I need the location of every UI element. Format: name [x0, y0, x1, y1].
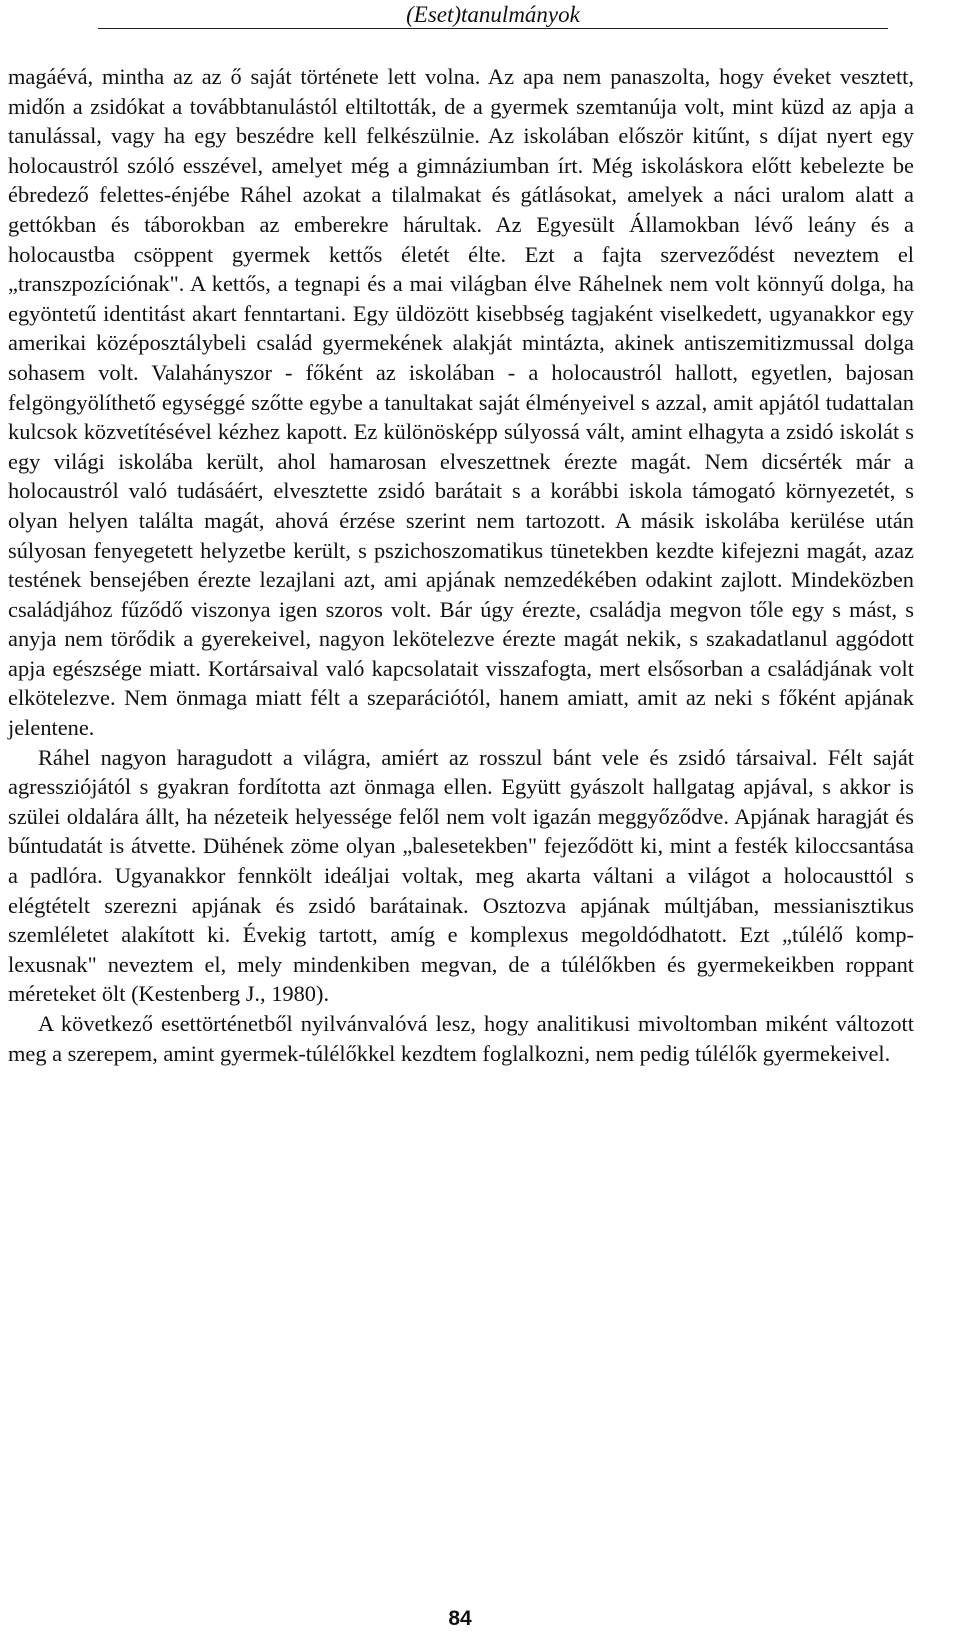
paragraph-rahel-anger: Ráhel nagyon haragudott a világra, amiért az rosszul bánt vele és zsidó társaival. Félt saját agressziójától s gyakran fordította azt önmaga ellen. Együtt gyászolt hallgatag apjával, s akkor is szülei oldalára állt, ha nézeteik helyessége felől nem volt igazán meggyőződve. Apjának haragját és bűntudatát is átvette. Dühének zöme olyan „balesetekben" fejeződött ki, mint a festék kiloccsantása a padlóra. Ugyanakkor fennkölt ideáljai voltak, meg akarta váltani a világot a holocausttól s elégtételt szerezni apjának és zsidó barátainak. Osztozva apjának múltjában, messianisztikus szemléletet alakított ki. Évekig tartott, amíg e komplexus megoldódhatott. Ezt „túlélő komplexusnak" neveztem el, mely mindenkiben megvan, de a túlélőkben és gyermekeikben roppant méreteket ölt (Kestenberg J., 1980). — [8, 744, 914, 1007]
running-header-title: (Eset)tanulmányok — [406, 2, 580, 27]
running-header — [98, 0, 888, 29]
body-text — [8, 62, 914, 1068]
paragraph-next-case: A következő esettörténetből nyilvánvalóvá lesz, hogy analitikusi mivoltomban miként változott meg a szerepem, amint gyermek-túlélőkkel kezdtem foglalkozni, nem pedig túlélők gyermekeivel. — [8, 1011, 914, 1066]
paragraph-continued: magáévá, mintha az az ő saját története lett volna. Az apa nem panaszolta, hogy éveket vesztett, midőn a zsidókat a továbbtanulástól eltiltották, de a gyermek szemtanúja volt, mint küzd az apja a tanulással, vagy ha egy beszédre kell felkészülnie. Az iskolában először kitűnt, s díjat nyert egy holocaustról szóló esszével, amelyet még a gimnáziumban írt. Még iskoláskora előtt kebelezte be ébredező felettes-énjébe Ráhel azokat a tilalmakat és gátlásokat, amelyek a náci uralom alatt a gettókban és táborokban az emberekre hárultak. Az Egyesült Államokban lévő leány és a holocaustba csöppent gyermek kettős életét élte. Ezt a fajta szerveződést neveztem el „transzpozíciónak". A kettős, a tegnapi és a mai világban élve Ráhelnek nem volt könnyű dolga, ha egyöntetű identitást akart fenntartani. Egy üldözött kisebbség tagjaként viselkedett, ugyanakkor egy amerikai középosztálybeli család gyermekének alakját mintázta, akinek antiszemitizmussal dolga sohasem volt. Valahányszor - főként az iskolában - a holocaustról hallott, egyetlen, bajosan felgöngyölíthető egységgé szőtte egybe a tanultakat saját élményeivel s azzal, amit apjától tudattalan kulcsok közvetítésével kézhez kapott. Ez különösképp súlyossá vált, amint elhagyta a zsidó iskolát s egy világi iskolába került, ahol hamarosan elveszettnek érezte magát. Nem dicsérték már a holocaustról való tudásáért, elvesztette zsidó barátait s a korábbi iskola támogató környezetét, s olyan helyen találta magát, ahová érzése szerint nem tartozott. A másik iskolába kerülése után súlyosan fenyegetett helyzetbe került, s pszichoszomatikus tünetekben kezdte kifejezni magát, azaz testének bensejében érezte lezajlani azt, ami apjának nemzedékében odakint zajlott. Mindeközben családjához fűződő viszonya igen szoros volt. Bár úgy érezte, családja megvon tőle egy s mást, s anyja nem törődik a gyerekeivel, nagyon lekötelezve érezte magát nekik, s szakadatlanul aggódott apja egészsége miatt. Kortársaival való kapcsolatait visszafogta, mert elsősorban a családjának volt elkötelezve. Nem önmaga miatt félt a szeparációtól, hanem amiatt, amit az neki s főként apjának jelentene. — [8, 64, 914, 741]
page-number: 84 — [448, 1607, 472, 1630]
